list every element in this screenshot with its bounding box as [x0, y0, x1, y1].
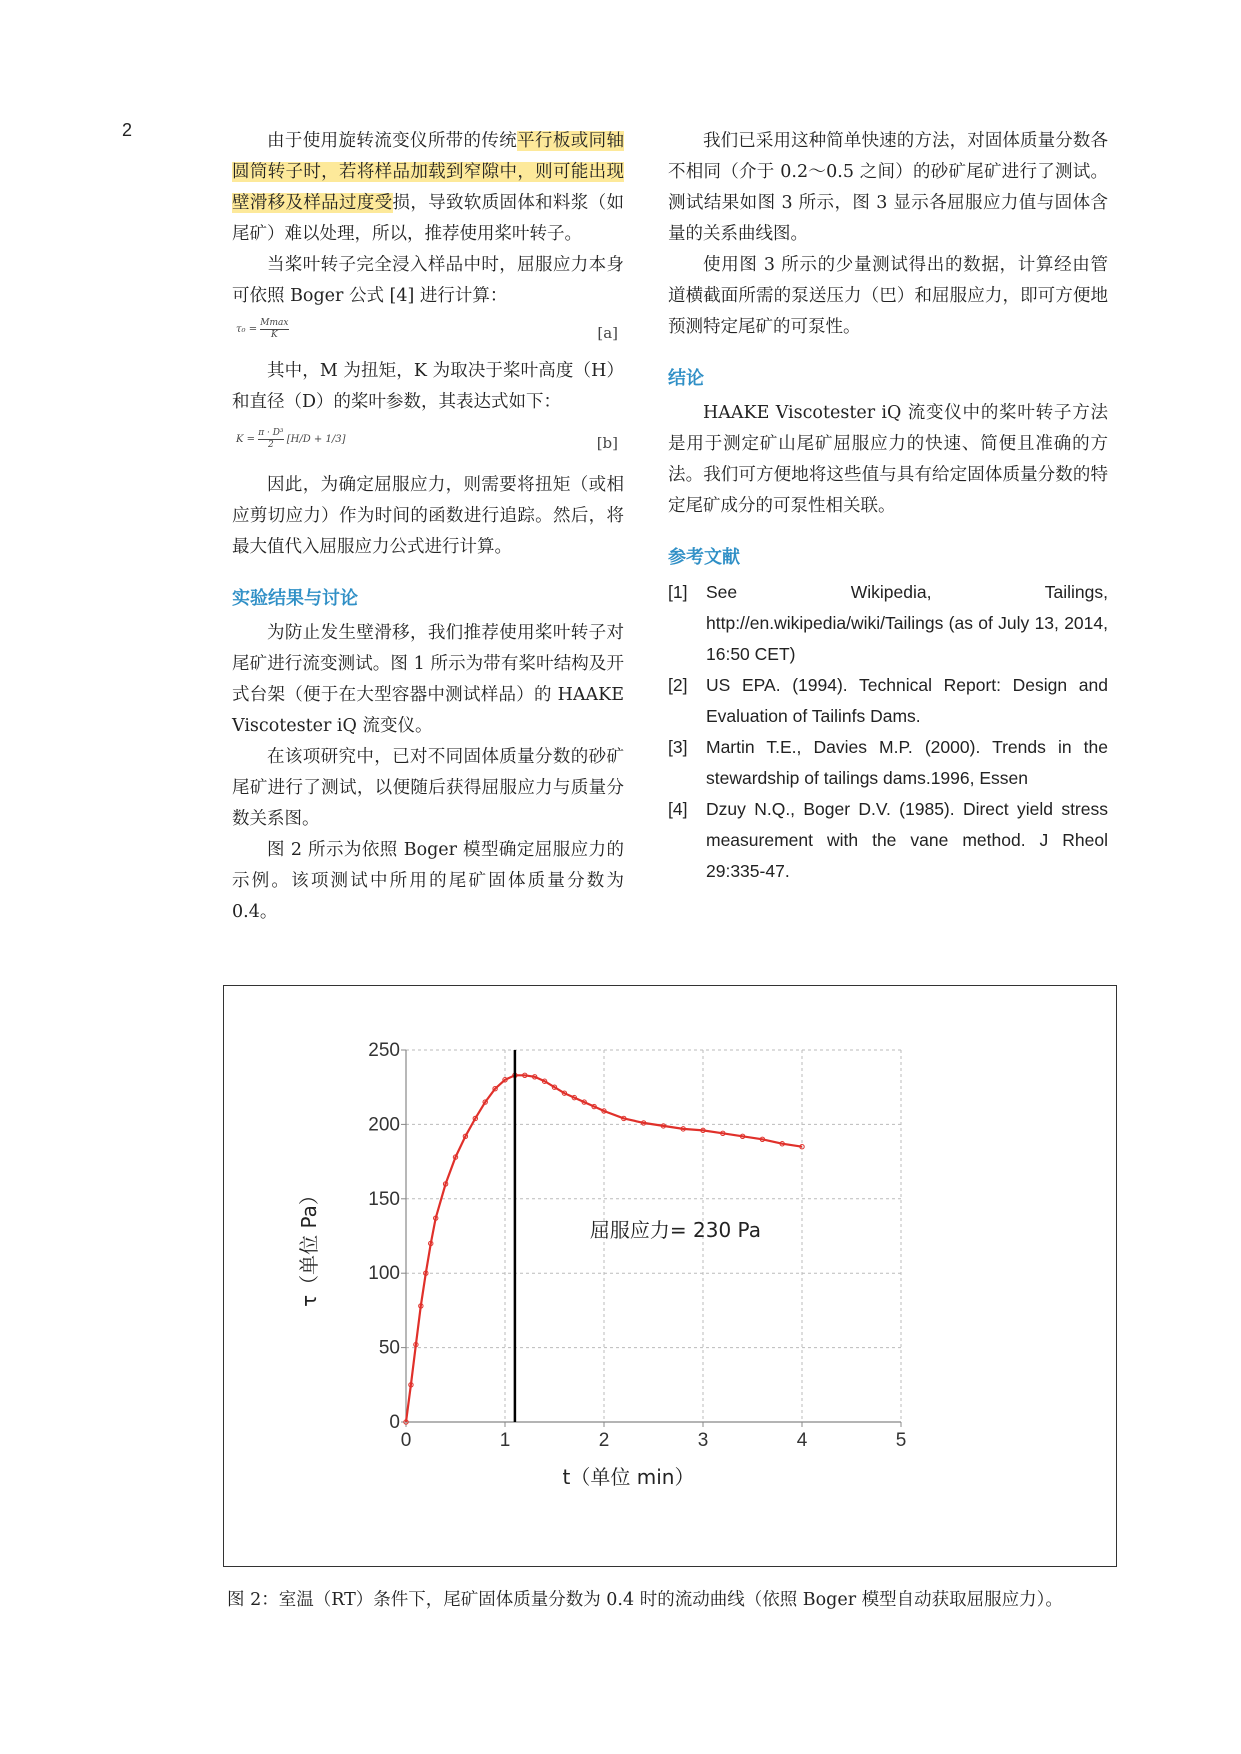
right-paragraph-1: 我们已采用这种简单快速的方法，对固体质量分数各不相同（介于 0.2～0.5 之间）的砂矿尾矿进行了测试。测试结果如图 3 所示，图 3 显示各屈服应力值与固体含量的关系曲线图。	[668, 131, 1108, 244]
reference-label: [4]	[668, 799, 688, 819]
y-axis-label: τ（单位 Pa）	[297, 1185, 321, 1307]
paragraph-6: 在该项研究中，已对不同固体质量分数的砂矿尾矿进行了测试，以便随后获得屈服应力与质量分数关系图。	[232, 747, 624, 829]
equation-a-tag: [a]	[597, 324, 618, 342]
paragraph-3: 其中，M 为扭矩，K 为取决于桨叶高度（H）和直径（D）的桨叶参数，其表达式如下：	[232, 361, 624, 412]
reference-label: [1]	[668, 582, 688, 602]
right-column	[668, 126, 1108, 887]
left-column	[232, 126, 624, 928]
equation-a	[232, 312, 624, 356]
x-tick-label: 2	[598, 1430, 610, 1451]
reference-text: Martin T.E., Davies M.P. (2000). Trends in the stewardship of tailings dams.1996, Essen	[706, 737, 1108, 788]
y-tick-label: 50	[378, 1337, 400, 1359]
reference-list	[668, 577, 1108, 887]
y-tick-label: 250	[368, 1040, 400, 1061]
heading-references: 参考文献	[668, 547, 740, 568]
x-tick-label: 3	[697, 1430, 709, 1451]
reference-item	[668, 670, 1108, 732]
paragraph-1	[232, 126, 624, 250]
reference-label: [2]	[668, 675, 688, 695]
figure-caption: 图 2：室温（RT）条件下，尾矿固体质量分数为 0.4 时的流动曲线（依照 Boger 模型自动获取屈服应力）。	[227, 1590, 1063, 1610]
reference-text: See Wikipedia, Tailings, http://en.wikipedia/wiki/Tailings (as of July 13, 2014, 16:50 CET)	[706, 582, 1108, 664]
heading-results: 实验结果与讨论	[232, 588, 358, 609]
reference-text: US EPA. (1994). Technical Report: Design and Evaluation of Tailinfs Dams.	[706, 675, 1108, 726]
equation-b-numerator: π · D³	[258, 428, 284, 438]
x-tick-label: 1	[499, 1430, 511, 1451]
flow-curve-chart	[224, 986, 1116, 1566]
equation-b-denominator: 2	[268, 440, 274, 450]
equation-b-tag: [b]	[596, 434, 618, 452]
reference-item	[668, 794, 1108, 887]
paragraph-4: 因此，为确定屈服应力，则需要将扭矩（或相应剪切应力）作为时间的函数进行追踪。然后，将最大值代入屈服应力公式进行计算。	[232, 475, 624, 557]
y-tick-label: 0	[389, 1412, 400, 1433]
equation-b	[232, 418, 624, 470]
paragraph-1-end: 损，导致软质固体和料浆（如尾矿）难以处理，所以，推荐使用桨叶转子。	[232, 193, 624, 244]
x-tick-label: 5	[895, 1430, 907, 1451]
paragraph-1-start: 由于使用旋转流变仪所带的传统	[267, 131, 518, 151]
x-tick-label: 0	[400, 1430, 412, 1451]
y-tick-label: 150	[368, 1188, 400, 1210]
page-number: 2	[122, 120, 133, 140]
equation-b-formula	[236, 428, 345, 451]
paragraph-7: 图 2 所示为依照 Boger 模型确定屈服应力的示例。该项测试中所用的尾矿固体质量分数为 0.4。	[232, 840, 624, 922]
right-paragraph-3: HAAKE Viscotester iQ 流变仪中的桨叶转子方法是用于测定矿山尾矿屈服应力的快速、简便且准确的方法。我们可方便地将这些值与具有给定固体质量分数的特定尾矿成分的可泵性相关联。	[668, 403, 1108, 516]
reference-text: Dzuy N.Q., Boger D.V. (1985). Direct yield stress measurement with the vane method. J Rheol 29:335-47.	[706, 799, 1108, 881]
equation-b-lhs: K =	[236, 434, 256, 445]
paragraph-2: 当桨叶转子完全浸入样品中时，屈服应力本身可依照 Boger 公式 [4] 进行计算：	[232, 255, 624, 306]
reference-label: [3]	[668, 737, 688, 757]
x-axis-label: t（单位 min）	[562, 1465, 695, 1489]
equation-b-bracket: [H/D + 1/3]	[286, 434, 346, 445]
paragraph-5: 为防止发生壁滑移，我们推荐使用桨叶转子对尾矿进行流变测试。图 1 所示为带有桨叶结构及开式台架（便于在大型容器中测试样品）的 HAAKE Viscotester iQ 流变仪。	[232, 623, 624, 736]
yield-stress-annotation: 屈服应力= 230 Pa	[589, 1217, 761, 1242]
equation-a-lhs: τ₀ =	[236, 324, 258, 335]
y-tick-label: 100	[368, 1263, 400, 1285]
right-paragraph-2: 使用图 3 所示的少量测试得出的数据，计算经由管道横截面所需的泵送压力（巴）和屈服应力，即可方便地预测特定尾矿的可泵性。	[668, 255, 1108, 337]
highlighted-text: 平行板或同轴圆筒转子时，若将样品加载到窄隙中，则可能出现壁滑移及样品过度受	[232, 131, 625, 213]
heading-conclusion: 结论	[668, 368, 704, 389]
reference-item	[668, 732, 1108, 794]
equation-a-formula	[236, 318, 289, 341]
y-tick-label: 200	[368, 1114, 400, 1136]
x-tick-label: 4	[796, 1430, 808, 1451]
equation-a-numerator: Mmax	[260, 318, 289, 328]
figure-2-frame	[223, 985, 1117, 1567]
equation-a-denominator: K	[271, 330, 278, 340]
reference-item	[668, 577, 1108, 670]
